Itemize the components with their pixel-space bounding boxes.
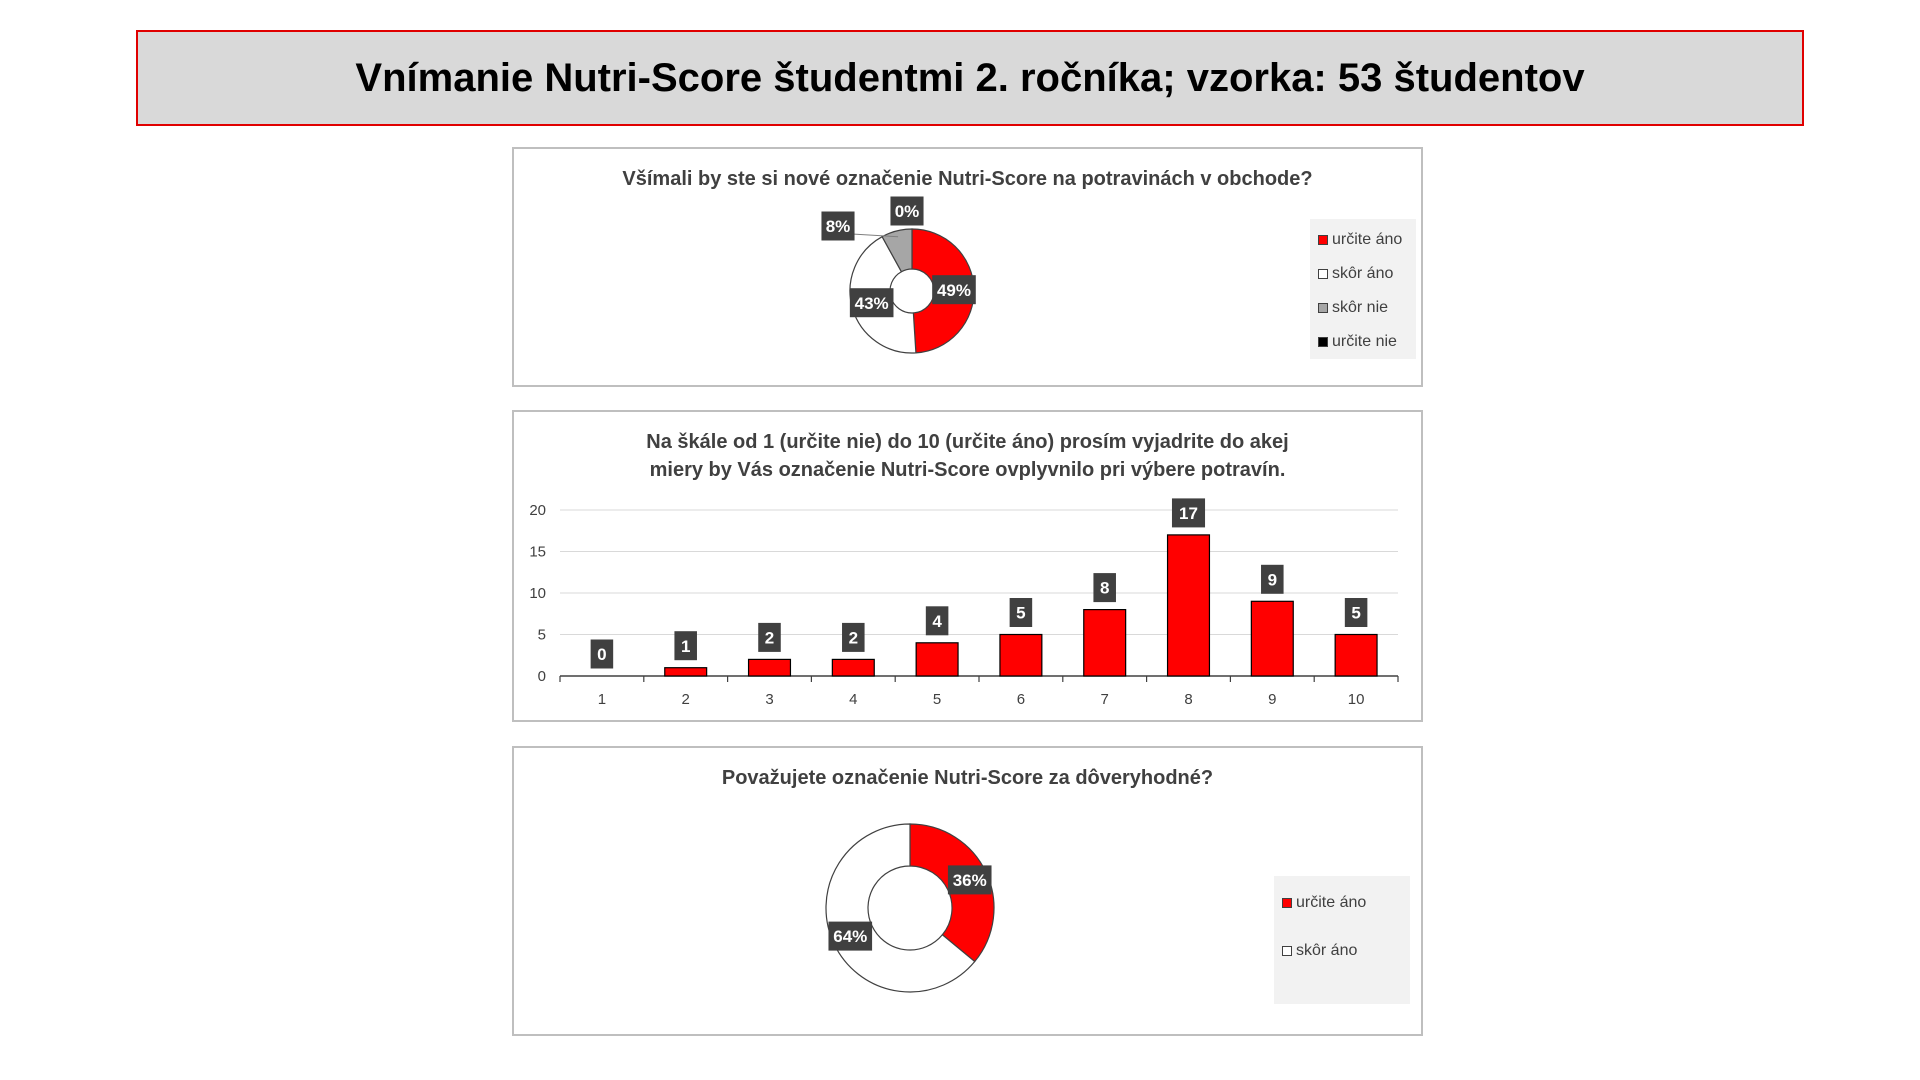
- svg-text:8%: 8%: [825, 217, 851, 237]
- legend-label: určite áno: [1296, 894, 1367, 911]
- slide-title: Vnímanie Nutri-Score študentmi 2. ročníka; vzorka: 53 študentov: [355, 55, 1585, 100]
- svg-text:49%: 49%: [936, 280, 971, 300]
- x-tick-label: 7: [1100, 691, 1109, 708]
- x-tick-label: 3: [765, 691, 774, 708]
- slide-title-banner: [136, 30, 1804, 126]
- y-tick-label: 0: [537, 668, 546, 685]
- data-label-bar-8: [1172, 498, 1205, 527]
- svg-text:17: 17: [1179, 504, 1198, 524]
- legend-item-skor-nie: [1318, 299, 1388, 317]
- x-tick-label: 8: [1184, 691, 1193, 708]
- svg-text:43%: 43%: [854, 293, 889, 313]
- y-tick-label: 10: [529, 585, 546, 602]
- x-tick-label: 2: [681, 691, 690, 708]
- x-tick-label: 5: [932, 691, 942, 708]
- chart-panel-trust: [512, 746, 1423, 1036]
- chart-title: Považujete označenie Nutri-Score za dôveryhodné?: [721, 767, 1214, 789]
- chart-legend: [1310, 219, 1416, 359]
- svg-text:5: 5: [1016, 603, 1026, 623]
- svg-text:8: 8: [1099, 578, 1110, 598]
- data-label-bar-1: [591, 640, 614, 669]
- data-label-bar-6: [1010, 598, 1033, 627]
- svg-text:1: 1: [680, 636, 691, 656]
- data-label-bar-4: [842, 623, 865, 652]
- svg-text:64%: 64%: [833, 927, 868, 947]
- svg-text:0%: 0%: [894, 202, 920, 222]
- legend-label: určite nie: [1332, 333, 1397, 350]
- y-tick-label: 15: [529, 543, 546, 561]
- svg-text:5: 5: [1351, 603, 1361, 623]
- legend-swatch: [1318, 337, 1328, 347]
- x-tick-label: 1: [597, 691, 607, 708]
- legend-item-urcite-ano: [1282, 894, 1366, 912]
- data-label-bar-10: [1345, 598, 1368, 627]
- legend-item-skor-ano: [1282, 942, 1357, 960]
- legend-label: skôr nie: [1332, 299, 1389, 316]
- legend-item-urcite-ano: [1318, 231, 1402, 249]
- doughnut-chart-noticing: [514, 149, 1421, 385]
- data-label-skor-ano: [828, 922, 872, 951]
- legend-label: skôr áno: [1296, 942, 1358, 959]
- chart-title-line-1: Na škále od 1 (určite nie) do 10 (určite áno) prosím vyjadrite do akej: [646, 431, 1289, 453]
- x-tick-label: 6: [1016, 691, 1026, 708]
- x-tick-label: 10: [1347, 691, 1365, 708]
- chart-panel-influence-scale: [512, 410, 1423, 722]
- legend-item-urcite-nie: [1318, 333, 1397, 351]
- bar-2: [665, 668, 707, 676]
- chart-title: Všímali by ste si nové označenie Nutri-Score na potravinách v obchode?: [622, 168, 1313, 190]
- data-label-bar-7: [1093, 573, 1116, 602]
- chart-panel-noticing: [512, 147, 1423, 387]
- x-tick-label: 9: [1268, 691, 1277, 708]
- data-label-skor-nie: [821, 212, 854, 241]
- svg-text:2: 2: [764, 628, 775, 648]
- svg-text:2: 2: [848, 628, 859, 648]
- data-label-bar-3: [758, 623, 781, 652]
- bar-8: [1168, 535, 1210, 676]
- svg-text:36%: 36%: [952, 871, 987, 891]
- data-label-bar-5: [926, 606, 949, 635]
- data-label-bar-9: [1261, 565, 1284, 594]
- bar-9: [1251, 601, 1293, 676]
- data-label-bar-2: [674, 631, 697, 660]
- legend-swatch: [1318, 303, 1328, 313]
- chart-legend: [1274, 876, 1410, 1004]
- svg-text:0: 0: [597, 645, 607, 665]
- bar-3: [749, 659, 791, 676]
- svg-text:4: 4: [932, 611, 942, 631]
- y-tick-label: 20: [529, 502, 546, 519]
- x-tick-label: 4: [849, 691, 858, 708]
- y-tick-label: 5: [537, 626, 546, 644]
- legend-label: skôr áno: [1332, 265, 1394, 282]
- bar-6: [1000, 635, 1042, 677]
- bar-chart-influence-scale: [514, 412, 1421, 720]
- legend-swatch: [1318, 269, 1328, 279]
- bar-7: [1084, 610, 1126, 676]
- chart-title-line-2: miery by Vás označenie Nutri-Score ovplyvnilo pri výbere potravín.: [649, 459, 1286, 481]
- svg-text:9: 9: [1267, 570, 1278, 590]
- data-label-urcite-ano: [932, 275, 976, 304]
- legend-swatch: [1282, 946, 1292, 956]
- data-label-urcite-nie: [890, 197, 923, 226]
- bar-4: [832, 659, 874, 676]
- legend-label: určite áno: [1332, 231, 1403, 248]
- data-label-urcite-ano: [948, 865, 992, 894]
- legend-swatch: [1282, 898, 1292, 908]
- data-label-skor-ano: [850, 288, 894, 317]
- bar-5: [916, 643, 958, 676]
- legend-swatch: [1318, 235, 1328, 245]
- legend-item-skor-ano: [1318, 265, 1393, 283]
- bar-10: [1335, 635, 1377, 677]
